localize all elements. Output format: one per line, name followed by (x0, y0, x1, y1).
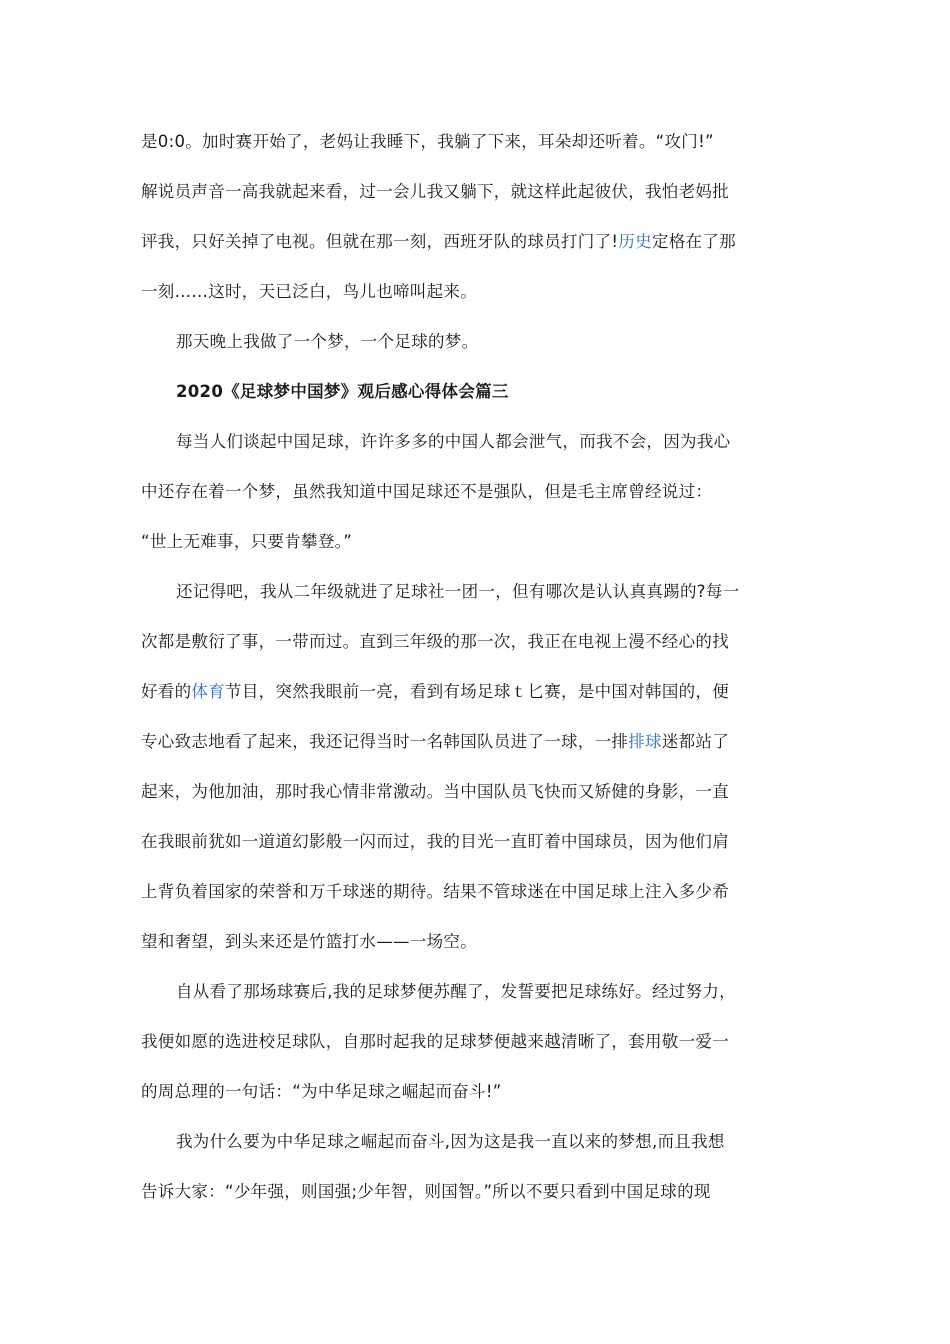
paragraph-line (176, 430, 730, 454)
text-segment: 节目，突然我眼前一亮，看到有场足球ｔ匕赛，是中国对韩国的，便 (225, 682, 730, 701)
text-line (141, 780, 729, 804)
heading-text: 2020《足球梦中国梦》观后感心得体会篇三 (176, 382, 509, 401)
text-line (141, 830, 729, 854)
text-line (141, 930, 477, 954)
text-segment: 那天晚上我做了一个梦，一个足球的梦。 (176, 332, 479, 351)
text-line (141, 530, 352, 554)
text-line (141, 630, 729, 654)
paragraph-line (176, 580, 739, 604)
text-line (141, 130, 714, 154)
text-segment: 自从看了那场球赛后,我的足球梦便苏醒了，发誓要把足球练好。经过努力， (176, 982, 736, 1001)
text-segment: 评我，只好关掉了电视。但就在那一刻，西班牙队的球员打门了! (141, 232, 619, 251)
text-line (141, 180, 729, 204)
text-segment: 迷都站了 (661, 732, 730, 751)
text-segment: 专心致志地看了起来，我还记得当时一名韩国队员进了一球，一排 (141, 732, 629, 751)
paragraph-line (176, 980, 736, 1004)
text-segment: 中还存在着一个梦，虽然我知道中国足球还不是强队，但是毛主席曾经说过： (141, 482, 713, 501)
text-segment: 起来，为他加油，那时我心情非常激动。当中国队员飞快而又矫健的身影，一直 (141, 782, 729, 801)
text-line (141, 230, 736, 254)
text-segment: 我为什么要为中华足球之崛起而奋斗,因为这是我一直以来的梦想,而且我想 (176, 1132, 725, 1151)
link-history[interactable]: 历史 (618, 232, 652, 251)
text-line (141, 880, 729, 904)
text-segment: 每当人们谈起中国足球，许许多多的中国人都会泄气，而我不会，因为我心 (176, 432, 731, 451)
text-segment: 定格在了那 (651, 232, 736, 251)
text-segment: 还记得吧，我从二年级就进了足球社一团一，但有哪次是认认真真踢的?每一 (176, 582, 740, 601)
text-segment: 上背负着国家的荣誉和万千球迷的期待。结果不管球迷在中国足球上注入多少希 (141, 882, 729, 901)
text-segment: 一刻……这时，天已泛白，鸟儿也啼叫起来。 (141, 282, 477, 301)
text-line (141, 280, 477, 304)
text-segment: “世上无难事，只要肯攀登。” (141, 532, 353, 551)
link-volleyball[interactable]: 排球 (628, 732, 662, 751)
text-line (141, 480, 712, 504)
text-segment: 是0:0。加时赛开始了，老妈让我睡下，我躺了下来，耳朵却还听着。“攻门!” (141, 132, 714, 151)
text-segment: 次都是敷衍了事，一带而过。直到三年级的那一次，我正在电视上漫不经心的找 (141, 632, 729, 651)
text-segment: 好看的 (141, 682, 192, 701)
text-segment: 望和奢望，到头来还是竹篮打水——一场空。 (141, 932, 477, 951)
text-segment: 我便如愿的选进校足球队，自那时起我的足球梦便越来越清晰了，套用敬一爱一 (141, 1032, 729, 1051)
link-sports[interactable]: 体育 (191, 682, 226, 701)
text-line (141, 1030, 729, 1054)
text-line (141, 680, 729, 704)
text-segment: 告诉大家：“少年强，则国强;少年智，则国智。”所以不要只看到中国足球的现 (141, 1182, 711, 1201)
paragraph-line (176, 1130, 725, 1154)
section-heading (176, 380, 509, 404)
text-segment: 解说员声音一高我就起来看，过一会儿我又躺下，就这样此起彼伏，我怕老妈批 (141, 182, 729, 201)
text-segment: 的周总理的一句话：“为中华足球之崛起而奋斗!” (141, 1082, 502, 1101)
text-line (141, 730, 729, 754)
paragraph-line (176, 330, 478, 354)
text-line (141, 1080, 502, 1104)
text-segment: 在我眼前犹如一道道幻影般一闪而过，我的目光一直盯着中国球员，因为他们肩 (141, 832, 729, 851)
text-line (141, 1180, 711, 1204)
